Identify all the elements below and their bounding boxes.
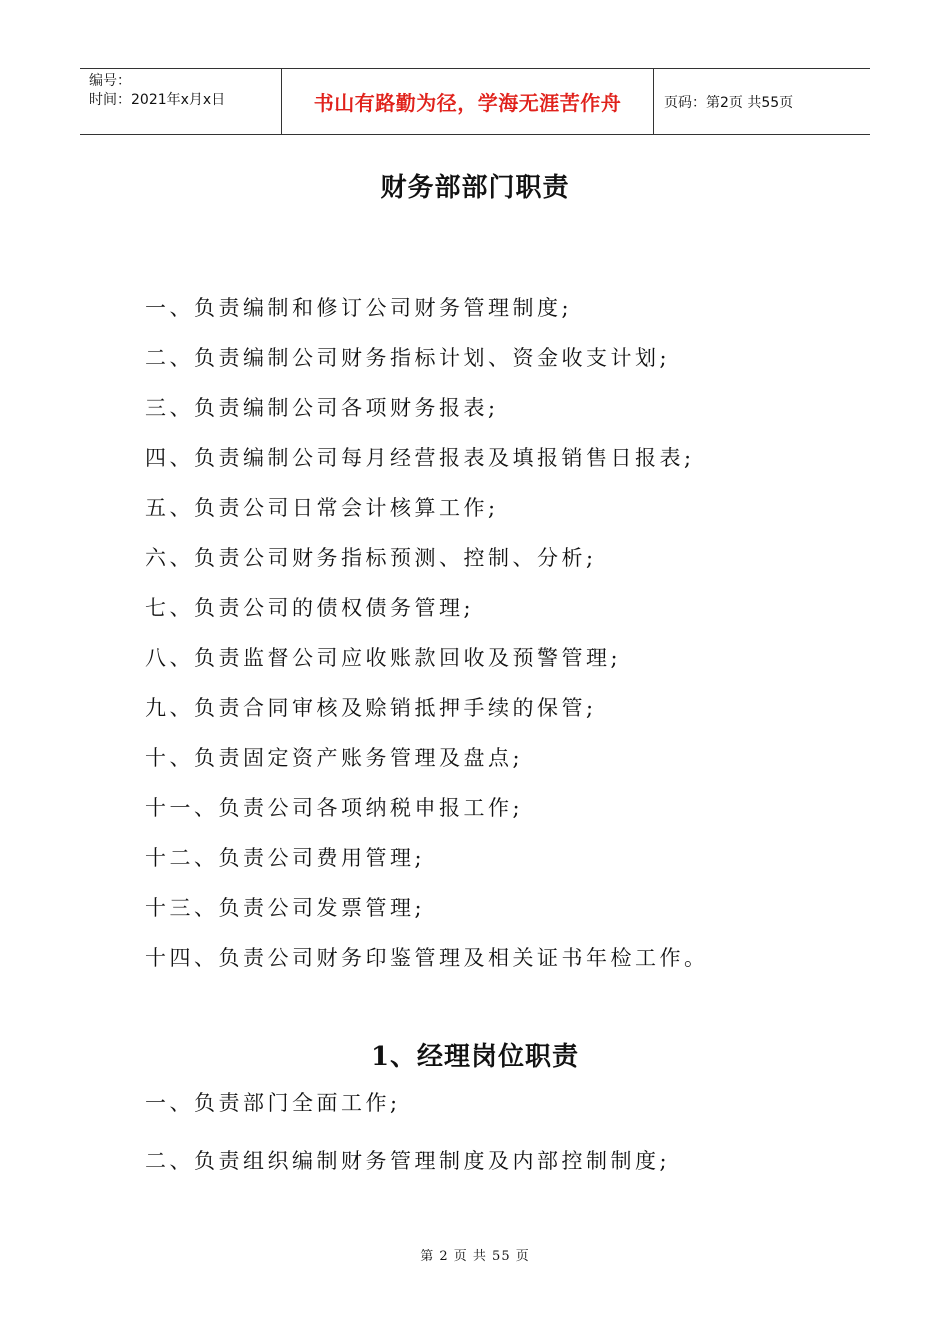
page-header xyxy=(80,68,870,135)
page-footer: 第 2 页 共 55 页 xyxy=(420,1249,530,1264)
list-item: 十四、负责公司财务印鉴管理及相关证书年检工作。 xyxy=(145,946,709,970)
list-item: 十三、负责公司发票管理; xyxy=(145,896,426,920)
header-page-info: 页码：第2页 共55页 xyxy=(664,94,794,111)
list-item: 五、负责公司日常会计核算工作; xyxy=(145,496,499,520)
list-item: 六、负责公司财务指标预测、控制、分析; xyxy=(145,546,597,570)
section-title-department: 财务部部门职责 xyxy=(380,173,570,203)
header-meta xyxy=(80,69,282,134)
document-number-label: 编号： xyxy=(89,73,131,89)
list-item: 八、负责监督公司应收账款回收及预警管理; xyxy=(145,646,622,670)
department-duties-list xyxy=(145,290,709,990)
list-item: 二、负责组织编制财务管理制度及内部控制制度; xyxy=(145,1149,671,1173)
list-item: 一、负责部门全面工作; xyxy=(145,1091,401,1115)
list-item: 十一、负责公司各项纳税申报工作; xyxy=(145,796,524,820)
list-item: 九、负责合同审核及赊销抵押手续的保管; xyxy=(145,696,597,720)
header-motto: 书山有路勤为径，学海无涯苦作舟 xyxy=(282,69,654,134)
list-item: 七、负责公司的债权债务管理; xyxy=(145,596,475,620)
manager-duties-list xyxy=(145,1085,670,1201)
list-item: 二、负责编制公司财务指标计划、资金收支计划; xyxy=(145,346,671,370)
list-item: 四、负责编制公司每月经营报表及填报销售日报表; xyxy=(145,446,695,470)
section-title-manager: 1、经理岗位职责 xyxy=(370,1042,580,1072)
list-item: 十二、负责公司费用管理; xyxy=(145,846,426,870)
document-date: 时间：2021年x月x日 xyxy=(89,92,226,108)
list-item: 三、负责编制公司各项财务报表; xyxy=(145,396,499,420)
list-item: 十、负责固定资产账务管理及盘点; xyxy=(145,746,524,770)
list-item: 一、负责编制和修订公司财务管理制度; xyxy=(145,296,573,320)
